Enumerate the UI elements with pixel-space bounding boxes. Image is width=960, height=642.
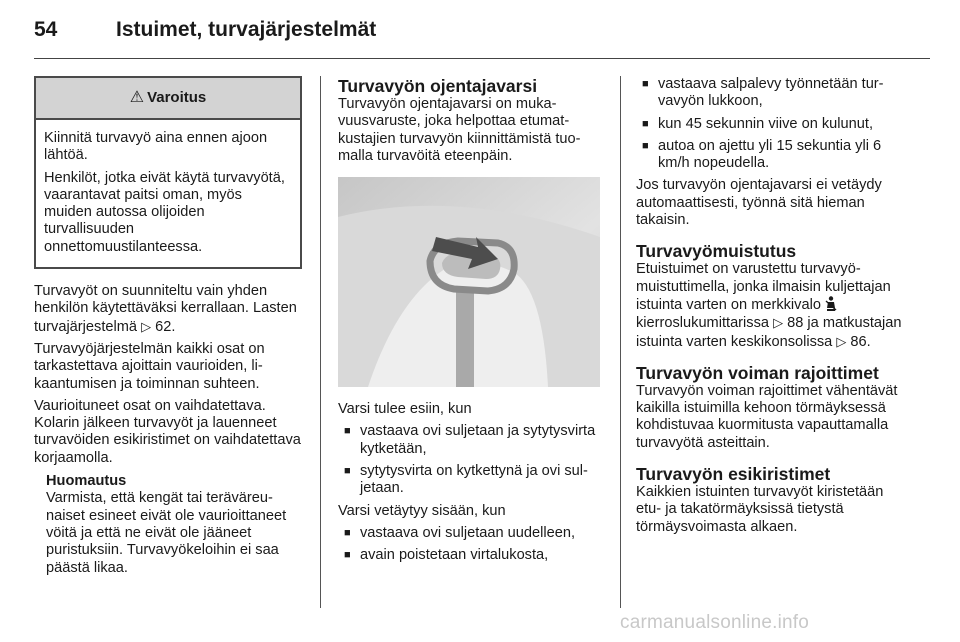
extends-intro: Varsi tulee esiin, kun — [338, 401, 472, 418]
page-title: Istuimet, turvajärjestelmät — [116, 18, 377, 41]
section-force-limiters — [636, 363, 904, 452]
section-heading-pretensioners: Turvavyön esikiristimet — [636, 464, 831, 485]
pretensioners-text: Kaikkien istuinten turvavyöt kiristetään etu- ja takatörmäyksissä tietystä törmäysvoimasta alkaen. — [636, 484, 884, 535]
warning-box — [34, 76, 302, 269]
section-pretensioners — [636, 464, 904, 536]
warning-text-2: Henkilöt, jotka eivät käytä turvavyötä, vaarantavat paitsi oman, myös muiden autossa olijoiden turvallisuuden onnettomuustilanteessa. — [44, 169, 285, 255]
column-divider-2 — [620, 76, 621, 608]
paragraph-inspection: Turvavyöjärjestelmän kaikki osat on tarkastettava ajoittain vaurioiden, likaantumisen ja toiminnan suhteen. — [34, 340, 265, 392]
watermark-text: carmanualsonline.info — [620, 612, 810, 633]
column-2 — [338, 76, 606, 570]
column-1 — [34, 76, 302, 577]
list-item: ■ autoa on ajettu yli 15 sekuntia yli 6 km/h nopeudella. — [636, 138, 904, 173]
column-divider-1 — [320, 76, 321, 608]
list-item: ■ avain poistetaan virtalukosta, — [338, 547, 606, 564]
page-reference-link[interactable]: 86. — [850, 333, 871, 350]
list-item: ■ kun 45 sekunnin viive on kulunut, — [636, 116, 904, 133]
manual-retract-note: Jos turvavyön ojentajavarsi ei vetäydy automaattisesti, työnnä sitä hieman takaisin. — [636, 177, 882, 229]
list-item: ■ vastaava ovi suljetaan ja sytytysvirta kytketään, — [338, 423, 606, 458]
warning-header — [36, 78, 300, 120]
seatbelt-person-icon — [825, 297, 837, 313]
retracts-list-continued — [636, 76, 904, 172]
header-divider — [34, 58, 930, 59]
list-item: ■ sytytysvirta on kytkettynä ja ovi suljetaan. — [338, 463, 606, 498]
paragraph-single-user — [34, 283, 302, 336]
note-title: Huomautus — [46, 473, 127, 490]
paragraph-replacement: Vaurioituneet osat on vaihdatettava. Kolarin jälkeen turvavyöt ja lauenneet turvavöiden esikiristimet on vaihdatettava korjaamolla. — [34, 397, 301, 466]
section-seatbelt-reminder — [636, 241, 904, 350]
warning-body — [36, 120, 300, 267]
paragraph-text: Turvavyöt on suunniteltu vain yhden henkilön käytettäväksi kerrallaan. Lasten turvajärjestelmä — [34, 283, 297, 335]
warning-triangle-icon: ⚠ — [129, 89, 145, 107]
warning-text-1: Kiinnitä turvavyö aina ennen ajoon lähtöä. — [44, 130, 268, 164]
note-text: Varmista, että kengät tai teräväreunaiset esineet eivät ole vaurioittaneet vöitä ja että ne eivät ole jääneet puristuksiin. Turvavyökeloihin ei saa päästä likaa. — [46, 490, 287, 576]
page-reference-link[interactable]: 62. — [155, 318, 176, 335]
section-heading-limiters: Turvavyön voiman rajoittimet — [636, 362, 879, 383]
reminder-text-c: ja matkustajan istuinta varten keskikonsolissa — [636, 315, 902, 350]
page-reference-arrow-icon: ▷ — [836, 333, 847, 349]
retracts-list — [338, 525, 606, 565]
page-reference-arrow-icon: ▷ — [773, 315, 784, 331]
belt-presenter-intro: Turvavyön ojentajavarsi on mukavuusvaruste, joka helpottaa etumatkustajien turvavyön kiinnittämistä tuomalla turvavöitä eteenpäin. — [338, 96, 581, 164]
page-header — [34, 18, 930, 48]
page-reference-arrow-icon: ▷ — [141, 318, 152, 334]
section-heading-belt-presenter: Turvavyön ojentajavarsi — [338, 76, 538, 96]
page-number: 54 — [34, 18, 58, 41]
belt-presenter-photo — [338, 177, 600, 387]
page-reference-link[interactable]: 88 — [787, 315, 804, 332]
note-box — [34, 473, 302, 577]
reminder-text-a: Etuistuimet on varustettu turvavyömuistuttimella, jonka ilmaisin kuljettajan istuinta varten on merkkivalo — [636, 261, 891, 313]
section-heading-reminder: Turvavyömuistutus — [636, 241, 797, 262]
list-item: ■ vastaava ovi suljetaan uudelleen, — [338, 525, 606, 542]
extends-list — [338, 423, 606, 497]
reminder-text-b: kierroslukumittarissa — [636, 315, 769, 332]
retracts-intro: Varsi vetäytyy sisään, kun — [338, 502, 506, 519]
column-3 — [636, 76, 904, 541]
reminder-text — [636, 261, 904, 350]
list-item: ■ vastaava salpalevy työnnetään turvavyön lukkoon, — [636, 76, 904, 111]
limiters-text: Turvavyön voiman rajoittimet vähentävät kaikilla istuimilla kehoon törmäyksessä kohdistuvaa kuormitusta vapauttamalla turvavyötä asteittain. — [636, 382, 898, 451]
warning-title: Varoitus — [147, 89, 207, 107]
